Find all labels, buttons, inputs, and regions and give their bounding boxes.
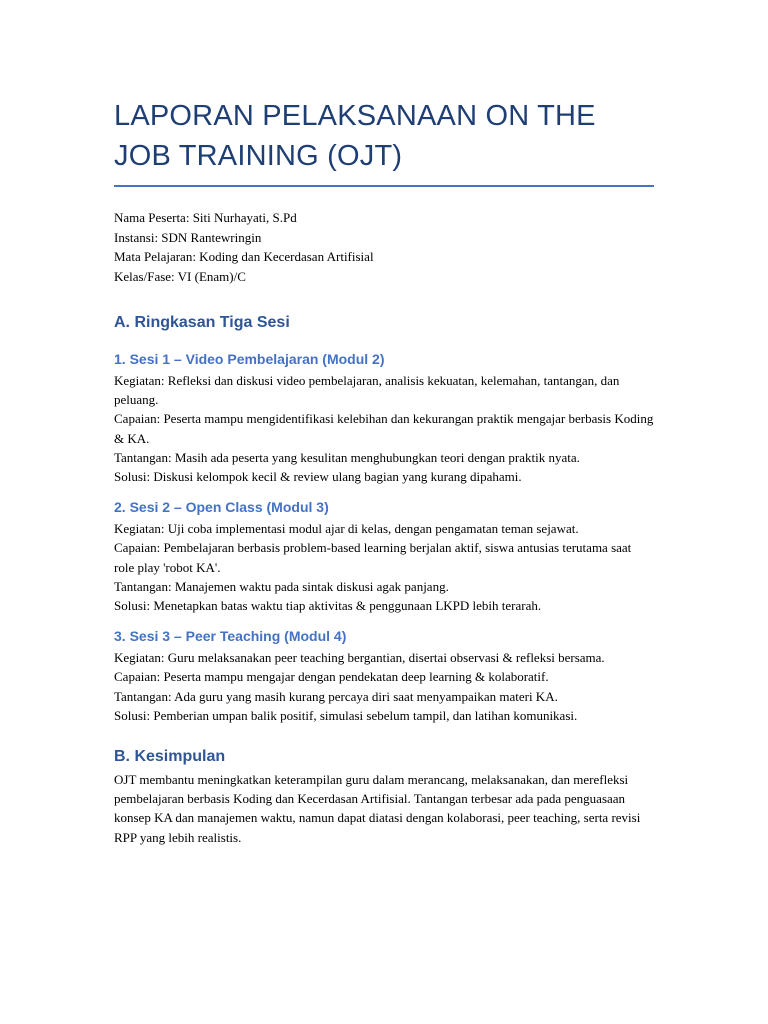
session-1-body — [114, 371, 654, 486]
session-3-solusi: Solusi: Pemberian umpan balik positif, simulasi sebelum tampil, dan latihan komunikasi. — [114, 707, 578, 723]
participant-name: Nama Peserta: Siti Nurhayati, S.Pd — [114, 210, 297, 225]
document-title: LAPORAN PELAKSANAAN ON THE JOB TRAINING (OJT) — [114, 100, 596, 172]
session-1-capaian: Capaian: Peserta mampu mengidentifikasi kelebihan dan kekurangan praktik mengajar berbasis Koding & KA. — [114, 411, 654, 446]
title-divider — [114, 185, 654, 187]
session-2-solusi: Solusi: Menetapkan batas waktu tiap aktivitas & penggunaan LKPD lebih terarah. — [114, 598, 542, 614]
session-3-kegiatan: Kegiatan: Guru melaksanakan peer teaching bergantian, disertai observasi & refleksi bersama. — [114, 650, 605, 666]
session-2-tantangan: Tantangan: Manajemen waktu pada sintak diskusi agak panjang. — [114, 578, 449, 594]
institution: Instansi: SDN Rantewringin — [114, 229, 262, 245]
session-1-heading: 1. Sesi 1 – Video Pembelajaran (Modul 2) — [114, 351, 385, 367]
session-1-tantangan: Tantangan: Masih ada peserta yang kesulitan menghubungkan teori dengan praktik nyata. — [114, 449, 580, 465]
session-1-solusi: Solusi: Diskusi kelompok kecil & review ulang bagian yang kurang dipahami. — [114, 469, 522, 485]
section-b-heading: B. Kesimpulan — [114, 748, 226, 766]
session-1-kegiatan: Kegiatan: Refleksi dan diskusi video pembelajaran, analisis kekuatan, kelemahan, tantangan, dan peluang. — [114, 373, 620, 408]
participant-info — [114, 208, 654, 286]
class-phase: Kelas/Fase: VI (Enam)/C — [114, 268, 246, 284]
session-2-heading: 2. Sesi 2 – Open Class (Modul 3) — [114, 499, 329, 516]
conclusion-text: OJT membantu meningkatkan keterampilan guru dalam merancang, melaksanakan, dan merefleksi pembelajaran berbasis Koding dan Kecerdasan Artifisial. Tantangan terbesar ada pada penguasaan konsep KA dan manajemen waktu, namun dapat diatasi dengan kolaborasi, peer teaching, serta revisi RPP yang lebih realistis. — [114, 772, 641, 845]
session-3-tantangan: Tantangan: Ada guru yang masih kurang percaya diri saat menyampaikan materi KA. — [114, 688, 558, 704]
subject: Mata Pelajaran: Koding dan Kecerdasan Artifisial — [114, 249, 374, 264]
session-3-capaian: Capaian: Peserta mampu mengajar dengan pendekatan deep learning & kolaboratif. — [114, 669, 549, 685]
session-3-heading: 3. Sesi 3 – Peer Teaching (Modul 4) — [114, 628, 347, 645]
session-2-kegiatan: Kegiatan: Uji coba implementasi modul ajar di kelas, dengan pengamatan teman sejawat. — [114, 521, 579, 537]
session-3-body — [114, 648, 654, 725]
section-a-heading: A. Ringkasan Tiga Sesi — [114, 314, 290, 331]
session-2-capaian: Capaian: Pembelajaran berbasis problem-based learning berjalan aktif, siswa antusias terutama saat role play 'robot KA'. — [114, 540, 632, 575]
session-2-body — [114, 519, 654, 615]
